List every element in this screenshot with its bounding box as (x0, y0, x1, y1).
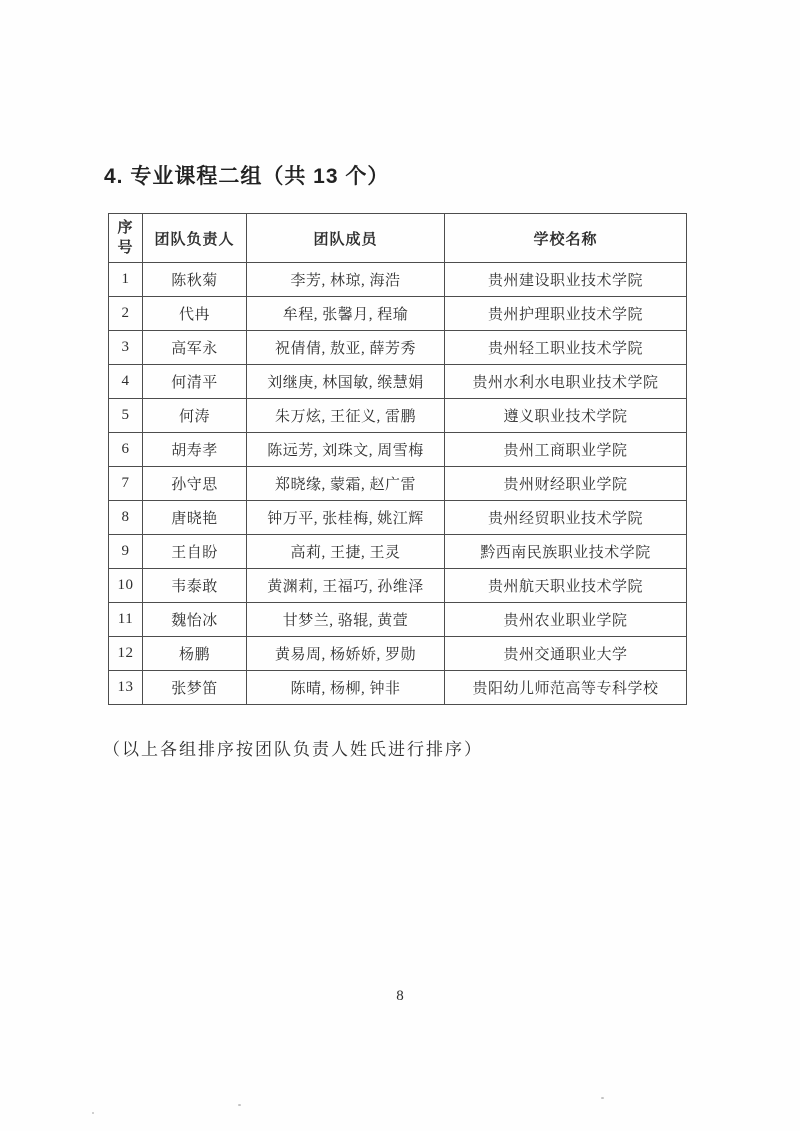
cell-leader: 杨鹏 (143, 637, 247, 671)
cell-leader: 何涛 (143, 399, 247, 433)
cell-index: 13 (109, 671, 143, 705)
cell-leader: 高军永 (143, 331, 247, 365)
cell-leader: 唐晓艳 (143, 501, 247, 535)
scan-speck (238, 1104, 241, 1106)
cell-school: 贵州工商职业学院 (445, 433, 687, 467)
sorting-footnote: （以上各组排序按团队负责人姓氏进行排序） (103, 740, 483, 759)
cell-leader: 魏怡冰 (143, 603, 247, 637)
cell-leader: 陈秋菊 (143, 263, 247, 297)
cell-index: 6 (109, 433, 143, 467)
cell-members: 李芳, 林琼, 海浩 (247, 263, 445, 297)
cell-school: 贵州护理职业技术学院 (445, 297, 687, 331)
table-row (109, 569, 687, 603)
cell-school: 贵州水利水电职业技术学院 (445, 365, 687, 399)
table-row (109, 501, 687, 535)
cell-index: 7 (109, 467, 143, 501)
cell-school: 贵州航天职业技术学院 (445, 569, 687, 603)
cell-school: 贵州农业职业学院 (445, 603, 687, 637)
cell-members: 朱万炫, 王征义, 雷鹏 (247, 399, 445, 433)
table-row (109, 365, 687, 399)
cell-members: 牟程, 张馨月, 程瑜 (247, 297, 445, 331)
cell-school: 遵义职业技术学院 (445, 399, 687, 433)
column-header-index: 序号 (109, 214, 143, 263)
cell-members: 甘梦兰, 骆辊, 黄萱 (247, 603, 445, 637)
cell-school: 贵州交通职业大学 (445, 637, 687, 671)
cell-index: 4 (109, 365, 143, 399)
cell-index: 1 (109, 263, 143, 297)
table-row (109, 603, 687, 637)
cell-index: 10 (109, 569, 143, 603)
cell-index: 9 (109, 535, 143, 569)
section-title: 4. 专业课程二组（共 13 个） (104, 165, 390, 188)
table-body (109, 263, 687, 705)
cell-leader: 张梦笛 (143, 671, 247, 705)
table-row (109, 535, 687, 569)
table-row (109, 433, 687, 467)
table-row (109, 331, 687, 365)
cell-school: 贵州轻工职业技术学院 (445, 331, 687, 365)
table-row (109, 297, 687, 331)
cell-index: 12 (109, 637, 143, 671)
cell-members: 钟万平, 张桂梅, 姚江辉 (247, 501, 445, 535)
cell-index: 2 (109, 297, 143, 331)
table-header-row (109, 214, 687, 263)
cell-leader: 孙守思 (143, 467, 247, 501)
cell-school: 贵州财经职业学院 (445, 467, 687, 501)
cell-school: 贵州经贸职业技术学院 (445, 501, 687, 535)
cell-leader: 韦泰敢 (143, 569, 247, 603)
team-roster-table (108, 213, 687, 705)
table-row (109, 637, 687, 671)
cell-leader: 胡寿孝 (143, 433, 247, 467)
cell-members: 黄渊莉, 王福巧, 孙维泽 (247, 569, 445, 603)
column-header-leader: 团队负责人 (143, 214, 247, 263)
cell-members: 陈远芳, 刘珠文, 周雪梅 (247, 433, 445, 467)
cell-members: 祝倩倩, 敖亚, 薛芳秀 (247, 331, 445, 365)
page-number: 8 (396, 988, 404, 1004)
cell-members: 高莉, 王捷, 王灵 (247, 535, 445, 569)
column-header-school: 学校名称 (445, 214, 687, 263)
table-row (109, 671, 687, 705)
cell-members: 陈晴, 杨柳, 钟非 (247, 671, 445, 705)
cell-leader: 代冉 (143, 297, 247, 331)
cell-index: 11 (109, 603, 143, 637)
cell-school: 贵州建设职业技术学院 (445, 263, 687, 297)
cell-index: 3 (109, 331, 143, 365)
cell-index: 5 (109, 399, 143, 433)
table-row (109, 467, 687, 501)
cell-index: 8 (109, 501, 143, 535)
table-row (109, 263, 687, 297)
scan-speck (601, 1097, 604, 1099)
cell-members: 刘继庚, 林国敏, 缑慧娟 (247, 365, 445, 399)
cell-members: 郑晓缘, 蒙霜, 赵广雷 (247, 467, 445, 501)
column-header-members: 团队成员 (247, 214, 445, 263)
table-row (109, 399, 687, 433)
cell-leader: 何清平 (143, 365, 247, 399)
cell-leader: 王自盼 (143, 535, 247, 569)
cell-school: 黔西南民族职业技术学院 (445, 535, 687, 569)
cell-school: 贵阳幼儿师范高等专科学校 (445, 671, 687, 705)
scan-speck (92, 1112, 94, 1114)
cell-members: 黄易周, 杨娇娇, 罗勋 (247, 637, 445, 671)
